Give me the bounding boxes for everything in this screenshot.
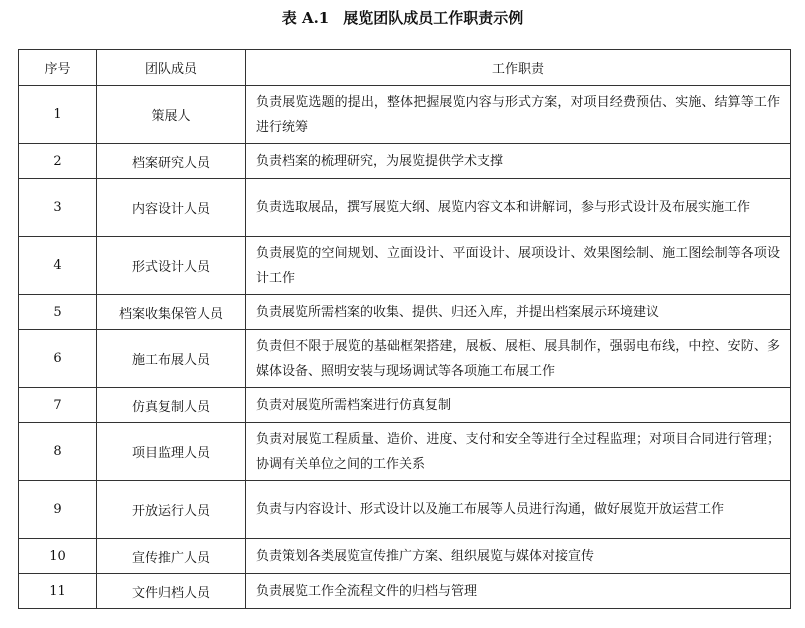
table-row [19,86,791,144]
header-duty: 工作职责 [246,50,791,86]
row-duty: 负责档案的梳理研究，为展览提供学术支撑 [246,144,791,179]
table-row [19,574,791,609]
row-duty: 负责展览的空间规划、立面设计、平面设计、展项设计、效果图绘制、施工图绘制等各项设计工作 [246,237,791,295]
row-duty: 负责展览所需档案的收集、提供、归还入库，并提出档案展示环境建议 [246,295,791,330]
row-member: 形式设计人员 [97,237,246,295]
row-member: 档案收集保管人员 [97,295,246,330]
table-caption [0,4,805,32]
row-no: 6 [19,330,97,388]
row-duty: 负责与内容设计、形式设计以及施工布展等人员进行沟通，做好展览开放运营工作 [246,481,791,539]
row-member: 内容设计人员 [97,179,246,237]
row-no: 7 [19,388,97,423]
header-member: 团队成员 [97,50,246,86]
table-row [19,179,791,237]
row-member: 宣传推广人员 [97,539,246,574]
row-member: 仿真复制人员 [97,388,246,423]
duties-table [18,49,791,609]
row-duty: 负责但不限于展览的基础框架搭建，展板、展柜、展具制作，强弱电布线，中控、安防、多媒体设备、照明安装与现场调试等各项施工布展工作 [246,330,791,388]
row-member: 档案研究人员 [97,144,246,179]
row-no: 5 [19,295,97,330]
row-member: 开放运行人员 [97,481,246,539]
table-row [19,237,791,295]
row-no: 10 [19,539,97,574]
row-no: 3 [19,179,97,237]
table-row [19,144,791,179]
row-no: 2 [19,144,97,179]
table-row [19,539,791,574]
table-title: 展览团队成员工作职责示例 [343,9,524,27]
row-duty: 负责对展览工程质量、造价、进度、支付和安全等进行全过程监理；对项目合同进行管理；协调有关单位之间的工作关系 [246,423,791,481]
table-row [19,423,791,481]
table-row [19,388,791,423]
row-no: 8 [19,423,97,481]
row-duty: 负责展览选题的提出，整体把握展览内容与形式方案，对项目经费预估、实施、结算等工作进行统筹 [246,86,791,144]
row-duty: 负责选取展品，撰写展览大纲、展览内容文本和讲解词，参与形式设计及布展实施工作 [246,179,791,237]
row-member: 项目监理人员 [97,423,246,481]
row-duty: 负责对展览所需档案进行仿真复制 [246,388,791,423]
row-duty: 负责策划各类展览宣传推广方案、组织展览与媒体对接宣传 [246,539,791,574]
row-no: 4 [19,237,97,295]
table-row [19,481,791,539]
header-no: 序号 [19,50,97,86]
table-number: 表 A.1 [281,9,330,27]
row-no: 9 [19,481,97,539]
row-no: 11 [19,574,97,609]
row-no: 1 [19,86,97,144]
table-row [19,295,791,330]
row-member: 文件归档人员 [97,574,246,609]
row-member: 施工布展人员 [97,330,246,388]
header-row [19,50,791,86]
row-member: 策展人 [97,86,246,144]
row-duty: 负责展览工作全流程文件的归档与管理 [246,574,791,609]
table-row [19,330,791,388]
